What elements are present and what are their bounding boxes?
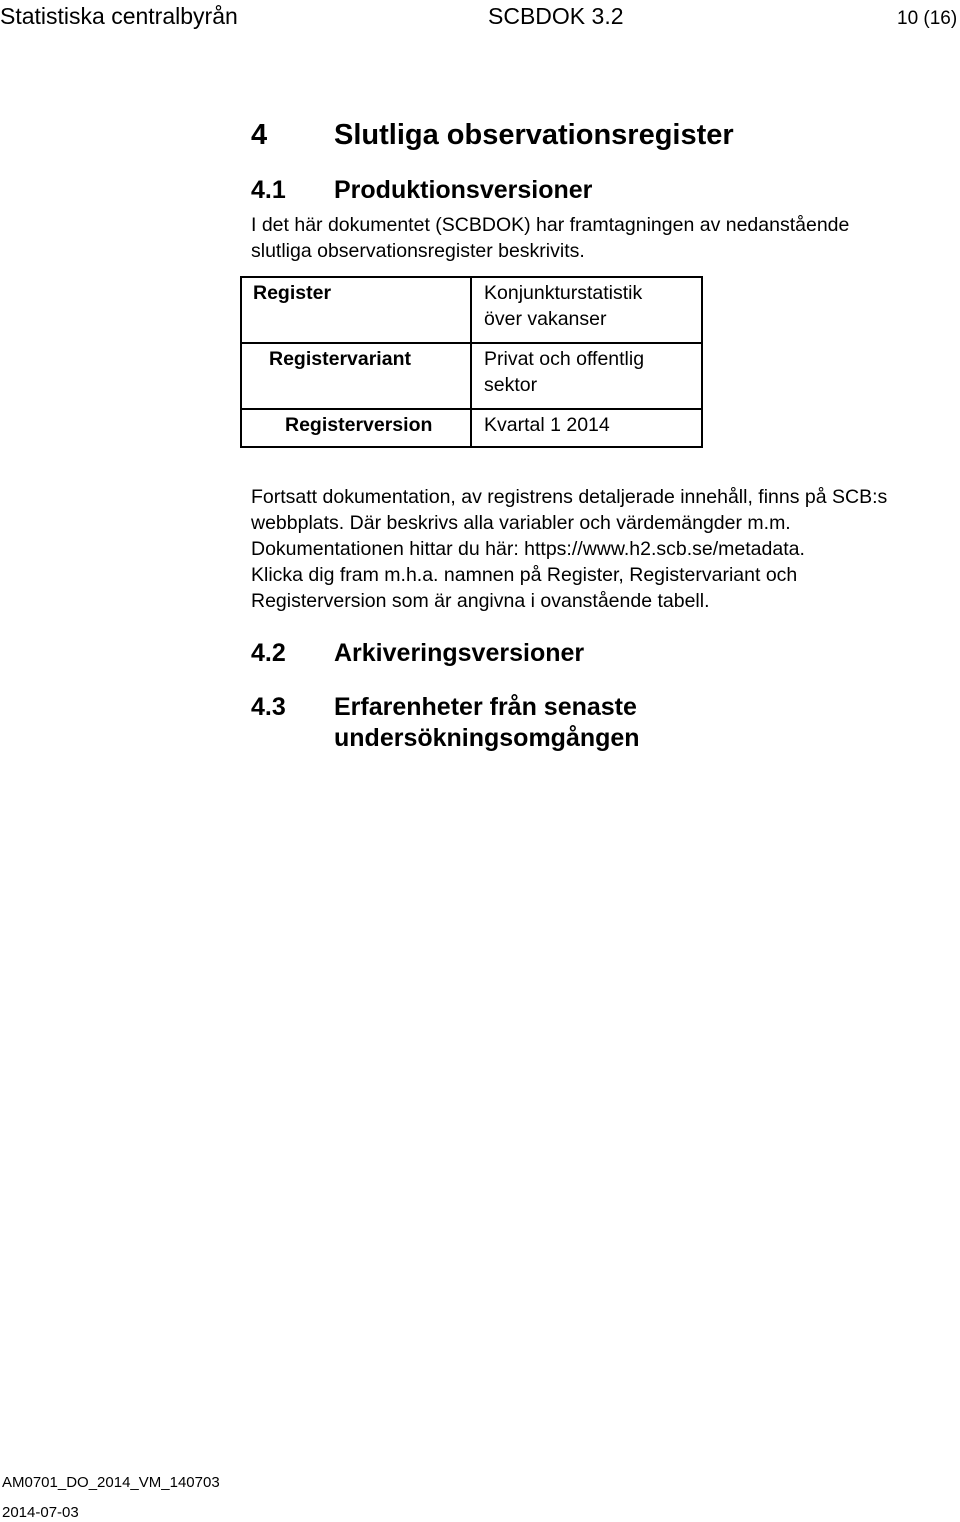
footer-form-code: AM0701_DO_2014_VM_140703 bbox=[2, 1474, 220, 1491]
section-4-2-number: 4.2 bbox=[251, 639, 286, 667]
table-row bbox=[241, 409, 702, 447]
registerversion-label-cell bbox=[241, 409, 471, 447]
section-4-1-number: 4.1 bbox=[251, 176, 286, 204]
registerversion-label: Registerversion bbox=[285, 414, 433, 436]
registervariant-label: Registervariant bbox=[269, 348, 411, 370]
register-value-cell bbox=[471, 277, 702, 343]
section-4-2-title: Arkiveringsversioner bbox=[334, 639, 585, 667]
section-4-number: 4 bbox=[251, 119, 268, 151]
register-value: Konjunkturstatistik över vakanser bbox=[484, 282, 643, 330]
documentation-line-5: Registerversion som är angivna i ovanstående tabell. bbox=[251, 590, 710, 612]
registervariant-label-cell bbox=[241, 343, 471, 409]
register-label-cell bbox=[241, 277, 471, 343]
registerversion-value: Kvartal 1 2014 bbox=[484, 414, 610, 436]
section-4-title: Slutliga observationsregister bbox=[334, 119, 734, 151]
section-4-3-title-line-2: undersökningsomgången bbox=[334, 724, 640, 752]
documentation-line-1: Fortsatt dokumentation, av registrens detaljerade innehåll, finns på SCB:s bbox=[251, 486, 888, 508]
register-table bbox=[240, 276, 703, 448]
intro-line-1: I det här dokumentet (SCBDOK) har framtagningen av nedanstående bbox=[251, 214, 850, 236]
section-4-3-title-line-1: Erfarenheter från senaste bbox=[334, 693, 637, 721]
table-row bbox=[241, 343, 702, 409]
header-document-code: SCBDOK 3.2 bbox=[488, 3, 624, 29]
documentation-line-3: Dokumentationen hittar du här: https://www.h2.scb.se/metadata. bbox=[251, 538, 805, 560]
table-row bbox=[241, 277, 702, 343]
register-label: Register bbox=[253, 282, 332, 304]
intro-line-2: slutliga observationsregister beskrivits. bbox=[251, 240, 585, 262]
documentation-line-4: Klicka dig fram m.h.a. namnen på Register, Registervariant och bbox=[251, 564, 798, 586]
section-4-1-title: Produktionsversioner bbox=[334, 176, 593, 204]
registervariant-value: Privat och offentlig sektor bbox=[484, 348, 645, 396]
registerversion-value-cell bbox=[471, 409, 702, 447]
footer-date: 2014-07-03 bbox=[2, 1504, 79, 1521]
header-organization: Statistiska centralbyrån bbox=[0, 3, 238, 29]
header-page-number: 10 (16) bbox=[897, 8, 958, 29]
documentation-line-2: webbplats. Där beskrivs alla variabler och värdemängder m.m. bbox=[251, 512, 791, 534]
section-4-3-number: 4.3 bbox=[251, 693, 286, 721]
registervariant-value-cell bbox=[471, 343, 702, 409]
